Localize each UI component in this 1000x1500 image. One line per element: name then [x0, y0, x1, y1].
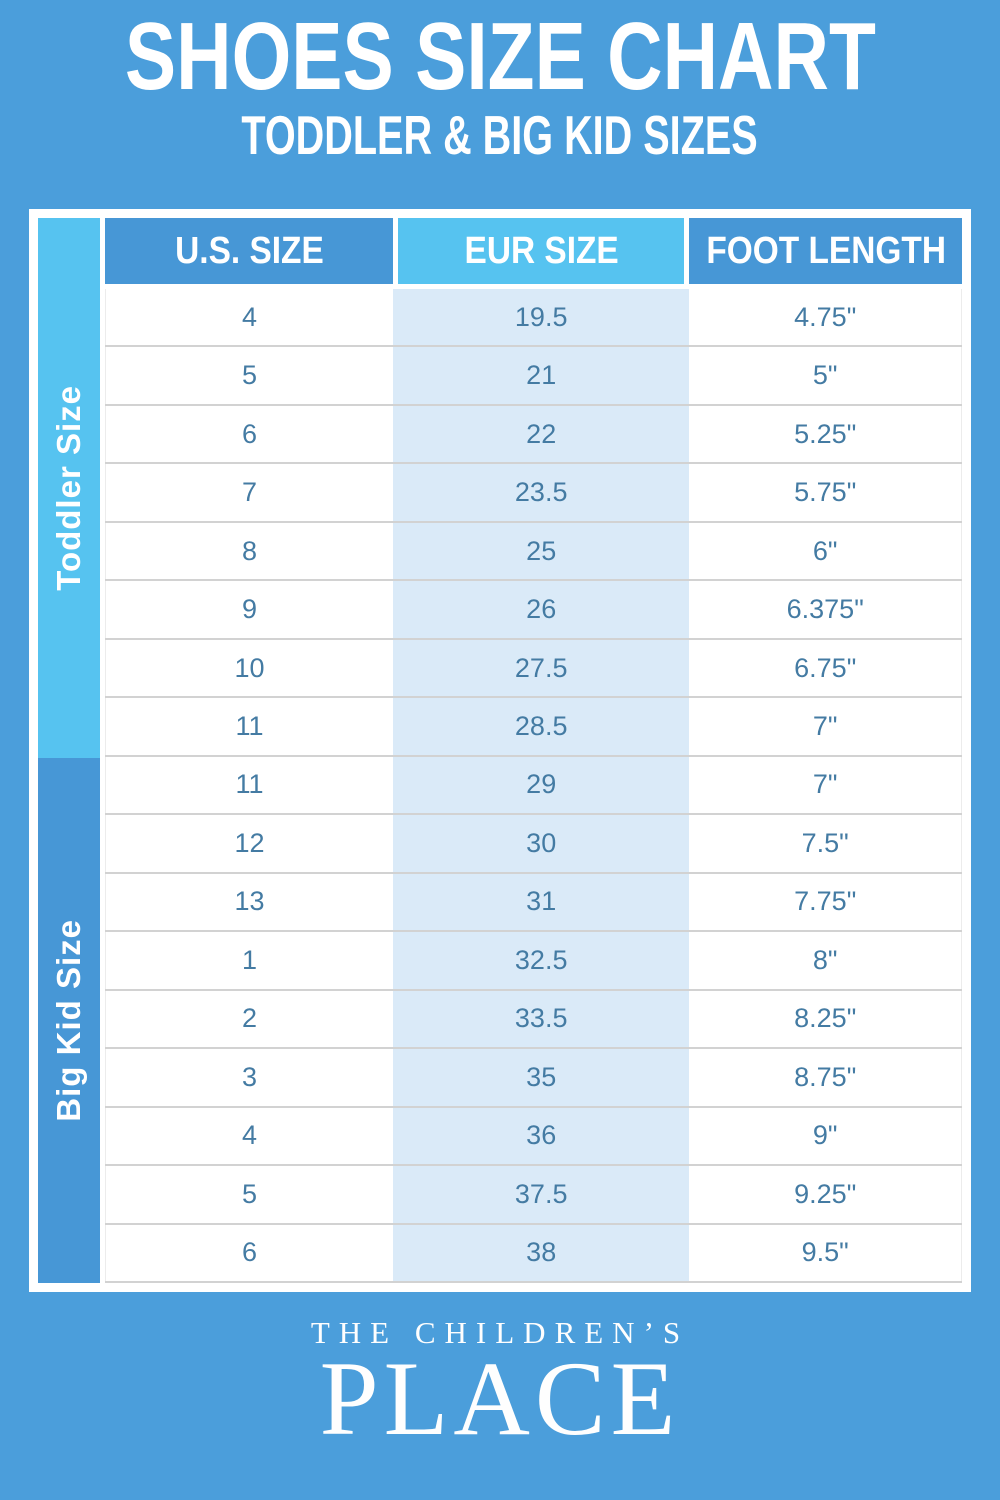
table-cell: 11	[105, 698, 393, 754]
page-subtitle: TODDLER & BIG KID SIZES	[241, 103, 759, 166]
table-cell: 7	[105, 464, 393, 520]
column-header-foot-length-label: FOOT LENGTH	[705, 229, 946, 272]
table-cell: 33.5	[393, 991, 690, 1047]
table-row	[105, 757, 962, 815]
table-cell: 27.5	[393, 640, 690, 696]
table-cell: 37.5	[393, 1166, 690, 1222]
table-row	[105, 932, 962, 990]
table-cell: 6.75"	[689, 640, 962, 696]
toddler-section-band	[38, 218, 100, 758]
table-cell: 2	[105, 991, 393, 1047]
table-cell: 35	[393, 1049, 690, 1105]
table-cell: 36	[393, 1108, 690, 1164]
table-row	[105, 523, 962, 581]
size-table	[105, 218, 962, 1283]
table-cell: 11	[105, 757, 393, 813]
section-strip	[38, 218, 100, 1283]
table-rows	[105, 289, 962, 1283]
table-cell: 8"	[689, 932, 962, 988]
table-row	[105, 1108, 962, 1166]
table-cell: 7.5"	[689, 815, 962, 871]
table-row	[105, 991, 962, 1049]
table-cell: 5.25"	[689, 406, 962, 462]
table-cell: 8.25"	[689, 991, 962, 1047]
table-cell: 23.5	[393, 464, 690, 520]
bigkid-section-band	[38, 758, 100, 1283]
table-cell: 38	[393, 1225, 690, 1281]
page-title: SHOES SIZE CHART	[124, 3, 876, 110]
table-row	[105, 1225, 962, 1283]
table-cell: 6	[105, 406, 393, 462]
brand-line2: PLACE	[319, 1340, 681, 1458]
table-row	[105, 698, 962, 756]
table-cell: 3	[105, 1049, 393, 1105]
table-row	[105, 347, 962, 405]
table-cell: 7.75"	[689, 874, 962, 930]
table-row	[105, 1166, 962, 1224]
column-header-us-size	[105, 218, 393, 284]
column-header-foot-length	[689, 218, 962, 284]
table-cell: 6.375"	[689, 581, 962, 637]
column-header-us-size-label: U.S. SIZE	[174, 229, 324, 272]
table-row	[105, 874, 962, 932]
table-cell: 4.75"	[689, 289, 962, 345]
table-cell: 6	[105, 1225, 393, 1281]
table-cell: 8.75"	[689, 1049, 962, 1105]
table-cell: 5	[105, 1166, 393, 1222]
table-cell: 19.5	[393, 289, 690, 345]
toddler-section-label: Toddler Size	[50, 385, 87, 591]
table-cell: 9"	[689, 1108, 962, 1164]
table-cell: 7"	[689, 698, 962, 754]
table-cell: 32.5	[393, 932, 690, 988]
title-block	[0, 3, 1000, 166]
table-cell: 5	[105, 347, 393, 403]
table-cell: 31	[393, 874, 690, 930]
table-row	[105, 289, 962, 347]
table-cell: 9	[105, 581, 393, 637]
table-row	[105, 406, 962, 464]
table-cell: 7"	[689, 757, 962, 813]
table-row	[105, 581, 962, 639]
table-row	[105, 464, 962, 522]
brand-line1: THE CHILDREN’S	[310, 1315, 690, 1350]
table-cell: 4	[105, 289, 393, 345]
brand-logo	[0, 1315, 1000, 1458]
bigkid-section-label: Big Kid Size	[50, 919, 87, 1122]
table-cell: 4	[105, 1108, 393, 1164]
table-row	[105, 815, 962, 873]
table-header-row	[105, 218, 962, 284]
table-row	[105, 640, 962, 698]
table-cell: 28.5	[393, 698, 690, 754]
table-cell: 6"	[689, 523, 962, 579]
table-cell: 9.5"	[689, 1225, 962, 1281]
table-cell: 13	[105, 874, 393, 930]
table-cell: 21	[393, 347, 690, 403]
table-cell: 22	[393, 406, 690, 462]
table-cell: 10	[105, 640, 393, 696]
column-header-eur-size-label: EUR SIZE	[464, 229, 619, 272]
size-table-frame	[29, 209, 971, 1292]
table-cell: 29	[393, 757, 690, 813]
table-cell: 26	[393, 581, 690, 637]
table-cell: 5"	[689, 347, 962, 403]
table-cell: 30	[393, 815, 690, 871]
table-cell: 8	[105, 523, 393, 579]
table-cell: 12	[105, 815, 393, 871]
table-cell: 1	[105, 932, 393, 988]
table-cell: 5.75"	[689, 464, 962, 520]
table-cell: 25	[393, 523, 690, 579]
column-header-eur-size	[393, 218, 690, 284]
table-cell: 9.25"	[689, 1166, 962, 1222]
table-row	[105, 1049, 962, 1107]
